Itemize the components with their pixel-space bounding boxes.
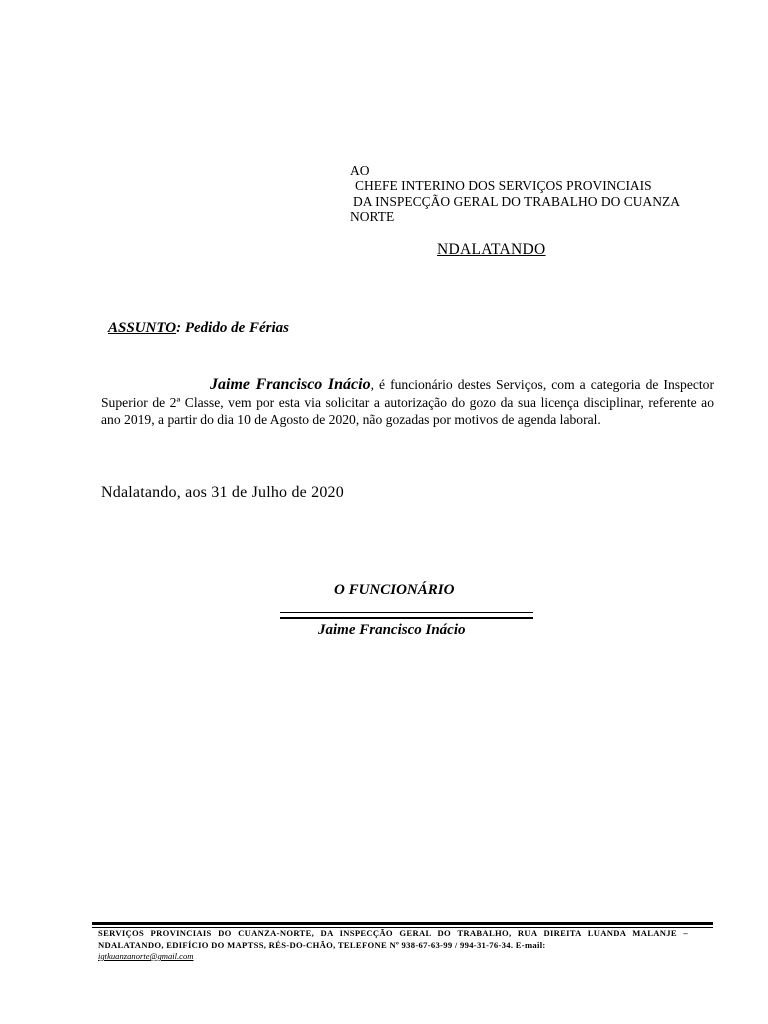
place-and-date: Ndalatando, aos 31 de Julho de 2020 <box>101 484 344 501</box>
signature-title: O FUNCIONÁRIO <box>334 582 455 598</box>
signature-line <box>280 612 533 613</box>
footer-address: SERVIÇOS PROVINCIAIS DO CUANZA-NORTE, DA INSPECÇÃO GERAL DO TRABALHO, RUA DIREITA LUANDA MALANJE – NDALATANDO, EDIFÍCIO DO MAPTSS, RÉS-DO-CHÃO, TELEFONE Nº 938-67-63-99 / 994-31-76-34. E-mail: <box>98 928 688 950</box>
body-paragraph <box>101 376 714 429</box>
recipient-line-norte: NORTE <box>350 209 395 224</box>
recipient-line-inspeccao: DA INSPECÇÃO GERAL DO TRABALHO DO CUANZA <box>353 194 681 209</box>
signature-line-lower <box>280 617 533 619</box>
subject-separator: : <box>176 320 185 336</box>
footer-rule-thick <box>92 922 713 925</box>
employee-name: Jaime Francisco Inácio <box>210 376 371 393</box>
subject-text: Pedido de Férias <box>184 320 289 336</box>
signature-name: Jaime Francisco Inácio <box>318 622 466 638</box>
recipient-line-ao: AO <box>350 163 370 178</box>
subject-line <box>108 320 289 337</box>
body-text: , é funcionário destes Serviços, com a categoria de Inspector Superior de 2ª Classe, vem por esta via solicitar a autorização do gozo da sua licença disciplinar, referente ao ano 2019, a partir do dia 10 de Agosto de 2020, não gozadas por motivos de agenda laboral. <box>101 377 714 428</box>
subject-label: ASSUNTO <box>108 320 177 336</box>
recipient-line-chefe: CHEFE INTERINO DOS SERVIÇOS PROVINCIAIS <box>355 178 652 193</box>
recipient-city: NDALATANDO <box>437 241 546 258</box>
footer-email-link[interactable]: igtkuanzanorte@gmail.com <box>98 951 194 961</box>
